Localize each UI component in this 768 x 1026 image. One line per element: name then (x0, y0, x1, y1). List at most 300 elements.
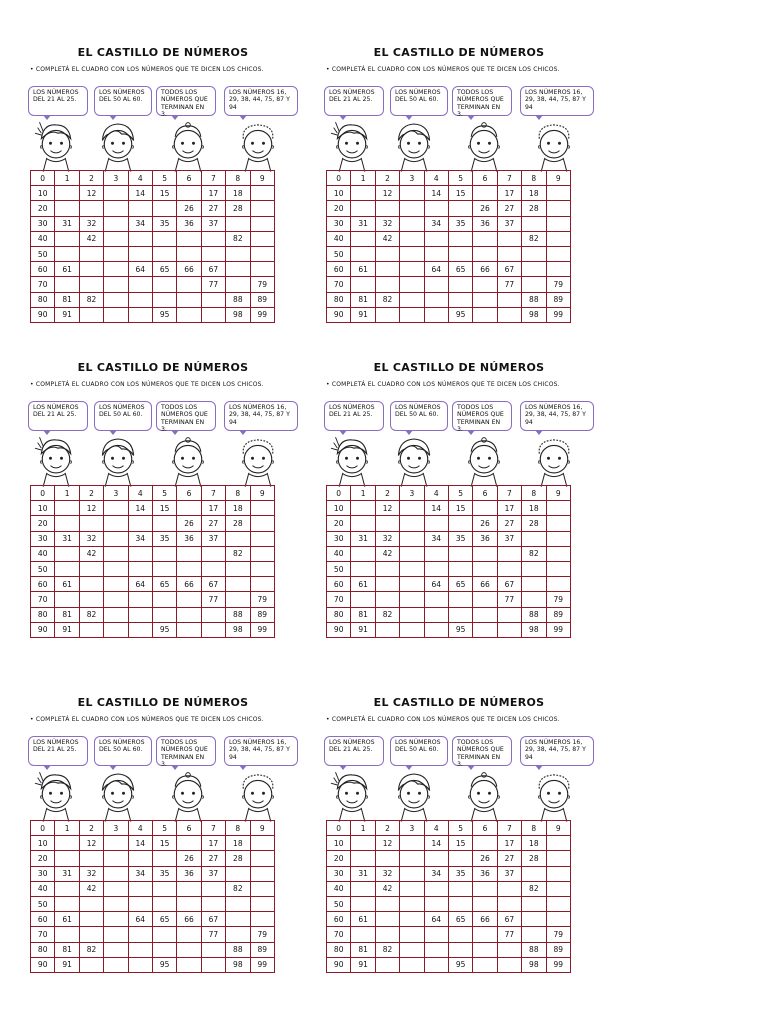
grid-cell[interactable] (522, 592, 546, 607)
grid-cell[interactable] (546, 912, 570, 927)
grid-cell[interactable] (104, 896, 128, 911)
grid-cell[interactable] (250, 216, 274, 231)
grid-cell[interactable] (351, 592, 375, 607)
grid-cell[interactable] (424, 607, 448, 622)
grid-cell[interactable] (473, 246, 497, 261)
grid-cell[interactable] (201, 896, 225, 911)
grid-cell[interactable] (473, 957, 497, 972)
grid-cell[interactable] (522, 912, 546, 927)
grid-cell[interactable] (152, 231, 176, 246)
grid-cell[interactable] (400, 942, 424, 957)
grid-cell[interactable] (522, 896, 546, 911)
grid-cell[interactable] (250, 531, 274, 546)
grid-cell[interactable] (375, 622, 399, 637)
grid-cell[interactable] (473, 231, 497, 246)
grid-cell[interactable] (55, 516, 79, 531)
grid-cell[interactable] (250, 246, 274, 261)
grid-cell[interactable] (177, 957, 201, 972)
grid-cell[interactable] (177, 942, 201, 957)
grid-cell[interactable] (473, 942, 497, 957)
grid-cell[interactable] (424, 546, 448, 561)
grid-cell[interactable] (473, 292, 497, 307)
grid-cell[interactable] (424, 896, 448, 911)
grid-cell[interactable] (79, 277, 103, 292)
grid-cell[interactable] (424, 561, 448, 576)
grid-cell[interactable] (104, 516, 128, 531)
grid-cell[interactable] (79, 262, 103, 277)
grid-cell[interactable] (250, 836, 274, 851)
grid-cell[interactable] (473, 501, 497, 516)
grid-cell[interactable] (104, 246, 128, 261)
grid-cell[interactable] (201, 942, 225, 957)
grid-cell[interactable] (400, 186, 424, 201)
grid-cell[interactable] (351, 201, 375, 216)
grid-cell[interactable] (128, 516, 152, 531)
grid-cell[interactable] (400, 577, 424, 592)
grid-cell[interactable] (448, 231, 472, 246)
grid-cell[interactable] (448, 896, 472, 911)
grid-cell[interactable] (177, 546, 201, 561)
grid-cell[interactable] (55, 896, 79, 911)
grid-cell[interactable] (104, 927, 128, 942)
grid-cell[interactable] (497, 307, 521, 322)
grid-cell[interactable] (226, 577, 250, 592)
grid-cell[interactable] (473, 546, 497, 561)
grid-cell[interactable] (226, 927, 250, 942)
grid-cell[interactable] (201, 292, 225, 307)
grid-cell[interactable] (400, 516, 424, 531)
grid-cell[interactable] (351, 277, 375, 292)
grid-cell[interactable] (250, 546, 274, 561)
grid-cell[interactable] (201, 881, 225, 896)
grid-cell[interactable] (250, 201, 274, 216)
grid-cell[interactable] (400, 851, 424, 866)
grid-cell[interactable] (400, 501, 424, 516)
grid-cell[interactable] (104, 292, 128, 307)
grid-cell[interactable] (375, 896, 399, 911)
grid-cell[interactable] (497, 881, 521, 896)
grid-cell[interactable] (473, 881, 497, 896)
grid-cell[interactable] (152, 607, 176, 622)
grid-cell[interactable] (104, 851, 128, 866)
grid-cell[interactable] (351, 516, 375, 531)
grid-cell[interactable] (201, 622, 225, 637)
grid-cell[interactable] (424, 927, 448, 942)
grid-cell[interactable] (375, 561, 399, 576)
grid-cell[interactable] (448, 292, 472, 307)
grid-cell[interactable] (104, 186, 128, 201)
grid-cell[interactable] (424, 516, 448, 531)
grid-cell[interactable] (104, 866, 128, 881)
grid-cell[interactable] (128, 561, 152, 576)
grid-cell[interactable] (226, 216, 250, 231)
grid-cell[interactable] (400, 896, 424, 911)
grid-cell[interactable] (400, 216, 424, 231)
grid-cell[interactable] (400, 262, 424, 277)
grid-cell[interactable] (226, 262, 250, 277)
grid-cell[interactable] (128, 927, 152, 942)
grid-cell[interactable] (104, 942, 128, 957)
grid-cell[interactable] (79, 927, 103, 942)
grid-cell[interactable] (546, 246, 570, 261)
grid-cell[interactable] (128, 592, 152, 607)
grid-cell[interactable] (424, 231, 448, 246)
grid-cell[interactable] (250, 262, 274, 277)
grid-cell[interactable] (400, 912, 424, 927)
grid-cell[interactable] (177, 881, 201, 896)
grid-cell[interactable] (375, 927, 399, 942)
grid-cell[interactable] (177, 231, 201, 246)
grid-cell[interactable] (546, 836, 570, 851)
grid-cell[interactable] (250, 501, 274, 516)
grid-cell[interactable] (250, 231, 274, 246)
grid-cell[interactable] (55, 592, 79, 607)
grid-cell[interactable] (104, 592, 128, 607)
grid-cell[interactable] (201, 561, 225, 576)
grid-cell[interactable] (400, 201, 424, 216)
grid-cell[interactable] (79, 957, 103, 972)
grid-cell[interactable] (375, 246, 399, 261)
grid-cell[interactable] (351, 546, 375, 561)
grid-cell[interactable] (473, 836, 497, 851)
grid-cell[interactable] (177, 246, 201, 261)
grid-cell[interactable] (104, 881, 128, 896)
grid-cell[interactable] (351, 501, 375, 516)
grid-cell[interactable] (152, 942, 176, 957)
grid-cell[interactable] (546, 561, 570, 576)
grid-cell[interactable] (104, 277, 128, 292)
grid-cell[interactable] (351, 881, 375, 896)
grid-cell[interactable] (375, 277, 399, 292)
grid-cell[interactable] (375, 957, 399, 972)
grid-cell[interactable] (522, 277, 546, 292)
grid-cell[interactable] (177, 927, 201, 942)
grid-cell[interactable] (546, 501, 570, 516)
grid-cell[interactable] (152, 927, 176, 942)
grid-cell[interactable] (55, 246, 79, 261)
grid-cell[interactable] (128, 851, 152, 866)
grid-cell[interactable] (177, 607, 201, 622)
grid-cell[interactable] (177, 277, 201, 292)
grid-cell[interactable] (104, 307, 128, 322)
grid-cell[interactable] (473, 307, 497, 322)
grid-cell[interactable] (177, 561, 201, 576)
grid-cell[interactable] (400, 866, 424, 881)
grid-cell[interactable] (448, 201, 472, 216)
grid-cell[interactable] (522, 531, 546, 546)
grid-cell[interactable] (152, 516, 176, 531)
grid-cell[interactable] (104, 262, 128, 277)
grid-cell[interactable] (375, 262, 399, 277)
grid-cell[interactable] (152, 896, 176, 911)
grid-cell[interactable] (400, 881, 424, 896)
grid-cell[interactable] (522, 246, 546, 261)
grid-cell[interactable] (424, 201, 448, 216)
grid-cell[interactable] (152, 561, 176, 576)
grid-cell[interactable] (448, 942, 472, 957)
grid-cell[interactable] (201, 546, 225, 561)
grid-cell[interactable] (497, 957, 521, 972)
grid-cell[interactable] (546, 201, 570, 216)
grid-cell[interactable] (351, 186, 375, 201)
grid-cell[interactable] (448, 851, 472, 866)
grid-cell[interactable] (177, 836, 201, 851)
grid-cell[interactable] (55, 561, 79, 576)
grid-cell[interactable] (375, 851, 399, 866)
grid-cell[interactable] (128, 277, 152, 292)
grid-cell[interactable] (201, 246, 225, 261)
grid-cell[interactable] (400, 246, 424, 261)
grid-cell[interactable] (177, 501, 201, 516)
grid-cell[interactable] (448, 881, 472, 896)
grid-cell[interactable] (375, 516, 399, 531)
grid-cell[interactable] (351, 246, 375, 261)
grid-cell[interactable] (177, 592, 201, 607)
grid-cell[interactable] (250, 912, 274, 927)
grid-cell[interactable] (226, 912, 250, 927)
grid-cell[interactable] (497, 942, 521, 957)
grid-cell[interactable] (424, 246, 448, 261)
grid-cell[interactable] (424, 307, 448, 322)
grid-cell[interactable] (400, 561, 424, 576)
grid-cell[interactable] (79, 307, 103, 322)
grid-cell[interactable] (79, 896, 103, 911)
grid-cell[interactable] (152, 546, 176, 561)
grid-cell[interactable] (128, 607, 152, 622)
grid-cell[interactable] (79, 246, 103, 261)
grid-cell[interactable] (152, 277, 176, 292)
grid-cell[interactable] (473, 607, 497, 622)
grid-cell[interactable] (497, 246, 521, 261)
grid-cell[interactable] (497, 292, 521, 307)
grid-cell[interactable] (546, 262, 570, 277)
grid-cell[interactable] (473, 927, 497, 942)
grid-cell[interactable] (424, 851, 448, 866)
grid-cell[interactable] (226, 531, 250, 546)
grid-cell[interactable] (375, 201, 399, 216)
grid-cell[interactable] (546, 866, 570, 881)
grid-cell[interactable] (546, 851, 570, 866)
grid-cell[interactable] (448, 277, 472, 292)
grid-cell[interactable] (473, 896, 497, 911)
grid-cell[interactable] (424, 957, 448, 972)
grid-cell[interactable] (128, 307, 152, 322)
grid-cell[interactable] (104, 957, 128, 972)
grid-cell[interactable] (152, 851, 176, 866)
grid-cell[interactable] (250, 851, 274, 866)
grid-cell[interactable] (546, 881, 570, 896)
grid-cell[interactable] (400, 531, 424, 546)
grid-cell[interactable] (55, 201, 79, 216)
grid-cell[interactable] (546, 216, 570, 231)
grid-cell[interactable] (104, 201, 128, 216)
grid-cell[interactable] (546, 531, 570, 546)
grid-cell[interactable] (424, 277, 448, 292)
grid-cell[interactable] (226, 896, 250, 911)
grid-cell[interactable] (473, 622, 497, 637)
grid-cell[interactable] (55, 881, 79, 896)
grid-cell[interactable] (400, 957, 424, 972)
grid-cell[interactable] (546, 546, 570, 561)
grid-cell[interactable] (375, 577, 399, 592)
grid-cell[interactable] (400, 546, 424, 561)
grid-cell[interactable] (104, 622, 128, 637)
grid-cell[interactable] (201, 231, 225, 246)
grid-cell[interactable] (128, 231, 152, 246)
grid-cell[interactable] (55, 277, 79, 292)
grid-cell[interactable] (177, 292, 201, 307)
grid-cell[interactable] (55, 851, 79, 866)
grid-cell[interactable] (351, 836, 375, 851)
grid-cell[interactable] (128, 246, 152, 261)
grid-cell[interactable] (546, 577, 570, 592)
grid-cell[interactable] (79, 201, 103, 216)
grid-cell[interactable] (448, 592, 472, 607)
grid-cell[interactable] (128, 201, 152, 216)
grid-cell[interactable] (152, 246, 176, 261)
grid-cell[interactable] (400, 292, 424, 307)
grid-cell[interactable] (250, 577, 274, 592)
grid-cell[interactable] (104, 501, 128, 516)
grid-cell[interactable] (522, 561, 546, 576)
grid-cell[interactable] (177, 186, 201, 201)
grid-cell[interactable] (522, 866, 546, 881)
grid-cell[interactable] (250, 561, 274, 576)
grid-cell[interactable] (55, 836, 79, 851)
grid-cell[interactable] (448, 246, 472, 261)
grid-cell[interactable] (104, 912, 128, 927)
grid-cell[interactable] (79, 561, 103, 576)
grid-cell[interactable] (424, 592, 448, 607)
grid-cell[interactable] (448, 516, 472, 531)
grid-cell[interactable] (497, 607, 521, 622)
grid-cell[interactable] (201, 607, 225, 622)
grid-cell[interactable] (424, 942, 448, 957)
grid-cell[interactable] (104, 531, 128, 546)
grid-cell[interactable] (522, 216, 546, 231)
grid-cell[interactable] (250, 881, 274, 896)
grid-cell[interactable] (128, 881, 152, 896)
grid-cell[interactable] (546, 896, 570, 911)
grid-cell[interactable] (79, 912, 103, 927)
grid-cell[interactable] (546, 186, 570, 201)
grid-cell[interactable] (79, 577, 103, 592)
grid-cell[interactable] (400, 622, 424, 637)
grid-cell[interactable] (226, 592, 250, 607)
grid-cell[interactable] (448, 607, 472, 622)
grid-cell[interactable] (351, 851, 375, 866)
grid-cell[interactable] (152, 292, 176, 307)
grid-cell[interactable] (351, 927, 375, 942)
grid-cell[interactable] (424, 881, 448, 896)
grid-cell[interactable] (55, 546, 79, 561)
grid-cell[interactable] (400, 592, 424, 607)
grid-cell[interactable] (250, 516, 274, 531)
grid-cell[interactable] (104, 577, 128, 592)
grid-cell[interactable] (448, 546, 472, 561)
grid-cell[interactable] (473, 186, 497, 201)
grid-cell[interactable] (497, 231, 521, 246)
grid-cell[interactable] (448, 927, 472, 942)
grid-cell[interactable] (128, 546, 152, 561)
grid-cell[interactable] (250, 866, 274, 881)
grid-cell[interactable] (400, 307, 424, 322)
grid-cell[interactable] (152, 201, 176, 216)
grid-cell[interactable] (55, 927, 79, 942)
grid-cell[interactable] (201, 957, 225, 972)
grid-cell[interactable] (400, 231, 424, 246)
grid-cell[interactable] (226, 866, 250, 881)
grid-cell[interactable] (250, 896, 274, 911)
grid-cell[interactable] (400, 927, 424, 942)
grid-cell[interactable] (351, 896, 375, 911)
grid-cell[interactable] (177, 307, 201, 322)
grid-cell[interactable] (351, 231, 375, 246)
grid-cell[interactable] (104, 607, 128, 622)
grid-cell[interactable] (497, 896, 521, 911)
grid-cell[interactable] (79, 622, 103, 637)
grid-cell[interactable] (128, 896, 152, 911)
grid-cell[interactable] (522, 927, 546, 942)
grid-cell[interactable] (473, 592, 497, 607)
grid-cell[interactable] (497, 546, 521, 561)
grid-cell[interactable] (497, 622, 521, 637)
grid-cell[interactable] (226, 246, 250, 261)
grid-cell[interactable] (79, 851, 103, 866)
grid-cell[interactable] (546, 231, 570, 246)
grid-cell[interactable] (79, 592, 103, 607)
grid-cell[interactable] (104, 836, 128, 851)
grid-cell[interactable] (226, 277, 250, 292)
grid-cell[interactable] (177, 896, 201, 911)
grid-cell[interactable] (104, 216, 128, 231)
grid-cell[interactable] (55, 186, 79, 201)
grid-cell[interactable] (250, 186, 274, 201)
grid-cell[interactable] (400, 836, 424, 851)
grid-cell[interactable] (473, 277, 497, 292)
grid-cell[interactable] (424, 622, 448, 637)
grid-cell[interactable] (55, 501, 79, 516)
grid-cell[interactable] (128, 622, 152, 637)
grid-cell[interactable] (375, 592, 399, 607)
grid-cell[interactable] (375, 912, 399, 927)
grid-cell[interactable] (128, 292, 152, 307)
grid-cell[interactable] (152, 592, 176, 607)
grid-cell[interactable] (546, 516, 570, 531)
grid-cell[interactable] (522, 577, 546, 592)
grid-cell[interactable] (448, 561, 472, 576)
grid-cell[interactable] (424, 292, 448, 307)
grid-cell[interactable] (522, 262, 546, 277)
grid-cell[interactable] (400, 277, 424, 292)
grid-cell[interactable] (497, 561, 521, 576)
grid-cell[interactable] (128, 957, 152, 972)
grid-cell[interactable] (128, 942, 152, 957)
grid-cell[interactable] (152, 881, 176, 896)
grid-cell[interactable] (177, 622, 201, 637)
grid-cell[interactable] (55, 231, 79, 246)
grid-cell[interactable] (104, 546, 128, 561)
grid-cell[interactable] (375, 307, 399, 322)
grid-cell[interactable] (226, 561, 250, 576)
grid-cell[interactable] (400, 607, 424, 622)
grid-cell[interactable] (473, 561, 497, 576)
grid-cell[interactable] (104, 231, 128, 246)
grid-cell[interactable] (201, 307, 225, 322)
grid-cell[interactable] (104, 561, 128, 576)
grid-cell[interactable] (351, 561, 375, 576)
grid-cell[interactable] (79, 516, 103, 531)
